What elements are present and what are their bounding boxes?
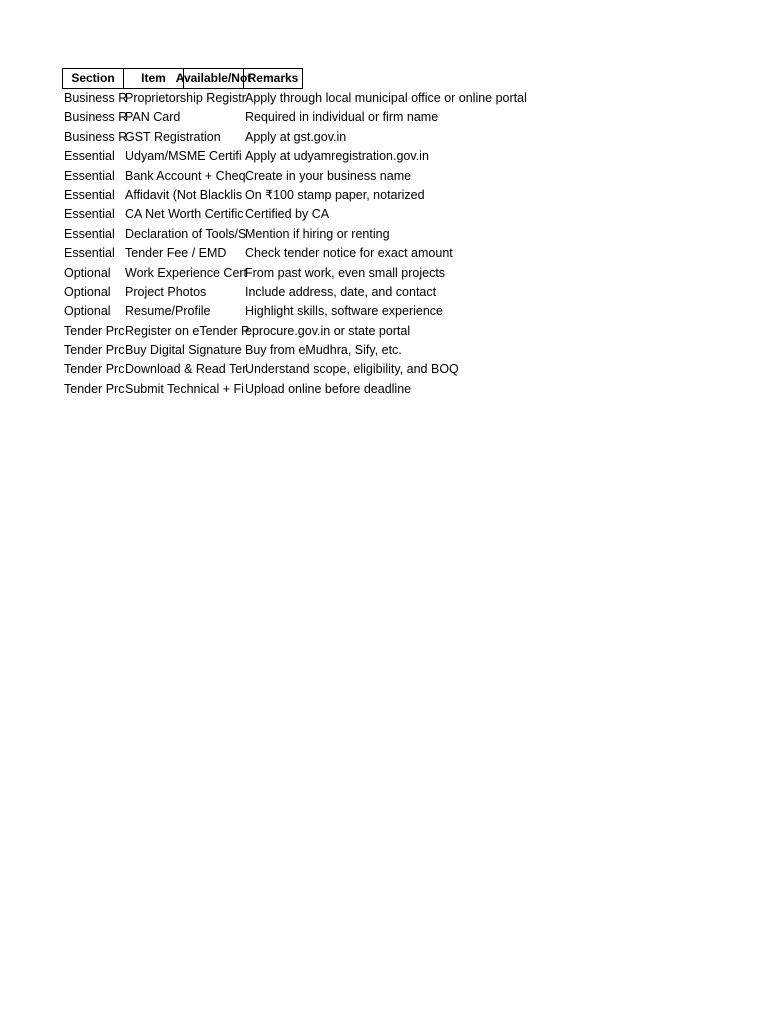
cell-section[interactable]: Optional xyxy=(64,304,111,319)
cell-remarks[interactable]: Certified by CA xyxy=(245,207,330,222)
cell-section[interactable]: Essential xyxy=(64,226,115,241)
cell-remarks[interactable]: Required in individual or firm name xyxy=(245,110,439,125)
cell-remarks[interactable]: Include address, date, and contact xyxy=(245,284,437,299)
cell-item[interactable]: Declaration of Tools/S xyxy=(125,226,247,241)
header-available-label: Available/Not xyxy=(175,71,252,85)
cell-section[interactable]: Tender Prc xyxy=(64,362,125,377)
table-row xyxy=(62,283,437,302)
cell-item[interactable]: Proprietorship Registr xyxy=(125,91,246,105)
table-row xyxy=(62,264,446,283)
cell-section[interactable]: Business R xyxy=(64,91,128,105)
cell-remarks[interactable]: On ₹100 stamp paper, notarized xyxy=(245,187,425,202)
table-row xyxy=(62,360,459,379)
table-row xyxy=(62,225,390,244)
header-section[interactable]: Section xyxy=(62,68,123,89)
cell-remarks[interactable]: Buy from eMudhra, Sify, etc. xyxy=(245,343,402,358)
cell-section[interactable]: Essential xyxy=(64,207,115,222)
table-row xyxy=(62,108,439,127)
cell-item[interactable]: Udyam/MSME Certifi xyxy=(125,149,242,164)
table-row xyxy=(62,302,444,321)
cell-item[interactable]: CA Net Worth Certific xyxy=(125,207,244,222)
cell-section[interactable]: Optional xyxy=(64,265,111,280)
table-body xyxy=(62,89,527,399)
table-header-row xyxy=(62,68,303,89)
cell-remarks[interactable]: Apply at udyamregistration.gov.in xyxy=(245,149,429,164)
cell-item[interactable]: Bank Account + Cheq xyxy=(125,168,246,183)
table-row xyxy=(62,341,402,360)
cell-remarks[interactable]: Create in your business name xyxy=(245,168,412,183)
cell-remarks[interactable]: Mention if hiring or renting xyxy=(245,226,390,241)
cell-section[interactable]: Essential xyxy=(64,246,115,261)
header-available[interactable] xyxy=(175,68,252,89)
cell-section[interactable]: Tender Prc xyxy=(64,323,125,338)
cell-item[interactable]: Register on eTender P xyxy=(125,323,250,338)
cell-section[interactable]: Essential xyxy=(64,187,115,202)
cell-item[interactable]: Download & Read Ter xyxy=(125,362,247,377)
cell-section[interactable]: Essential xyxy=(64,168,115,183)
table-row xyxy=(62,380,412,399)
cell-section[interactable]: Optional xyxy=(64,284,111,299)
table-row xyxy=(62,205,330,224)
cell-item[interactable]: Submit Technical + Fi xyxy=(125,381,244,396)
cell-item[interactable]: Tender Fee / EMD xyxy=(125,246,227,261)
table-row xyxy=(62,128,347,147)
table-row xyxy=(62,147,429,166)
cell-remarks[interactable]: Apply at gst.gov.in xyxy=(245,129,347,144)
table-row xyxy=(62,244,453,263)
cell-item[interactable]: Work Experience Cert xyxy=(125,265,248,280)
cell-item[interactable]: GST Registration xyxy=(125,129,221,144)
cell-remarks[interactable]: From past work, even small projects xyxy=(245,265,446,280)
cell-item[interactable]: PAN Card xyxy=(125,110,181,125)
header-item[interactable]: Item xyxy=(123,68,183,89)
cell-remarks[interactable]: eprocure.gov.in or state portal xyxy=(245,323,411,338)
cell-remarks[interactable]: Highlight skills, software experience xyxy=(245,304,444,319)
cell-section[interactable]: Tender Prc xyxy=(64,381,125,396)
table-row xyxy=(62,167,412,186)
cell-remarks[interactable]: Upload online before deadline xyxy=(245,381,412,396)
cell-item[interactable]: Affidavit (Not Blacklis xyxy=(125,187,243,202)
cell-remarks[interactable]: Understand scope, eligibility, and BOQ xyxy=(245,362,459,377)
cell-section[interactable]: Tender Prc xyxy=(64,343,125,358)
cell-section[interactable]: Business R xyxy=(64,110,128,125)
cell-section[interactable]: Business R xyxy=(64,129,128,144)
cell-remarks[interactable]: Check tender notice for exact amount xyxy=(245,246,453,261)
table-row xyxy=(62,186,425,205)
cell-item[interactable]: Buy Digital Signature xyxy=(125,343,242,358)
spreadsheet-table xyxy=(62,68,527,399)
header-remarks[interactable]: Remarks xyxy=(243,68,303,89)
cell-item[interactable]: Project Photos xyxy=(125,284,207,299)
table-row xyxy=(62,89,527,108)
cell-section[interactable]: Essential xyxy=(64,149,115,164)
cell-remarks[interactable]: Apply through local municipal office or online portal xyxy=(245,91,527,105)
cell-item[interactable]: Resume/Profile xyxy=(125,304,211,319)
table-row xyxy=(62,322,411,341)
